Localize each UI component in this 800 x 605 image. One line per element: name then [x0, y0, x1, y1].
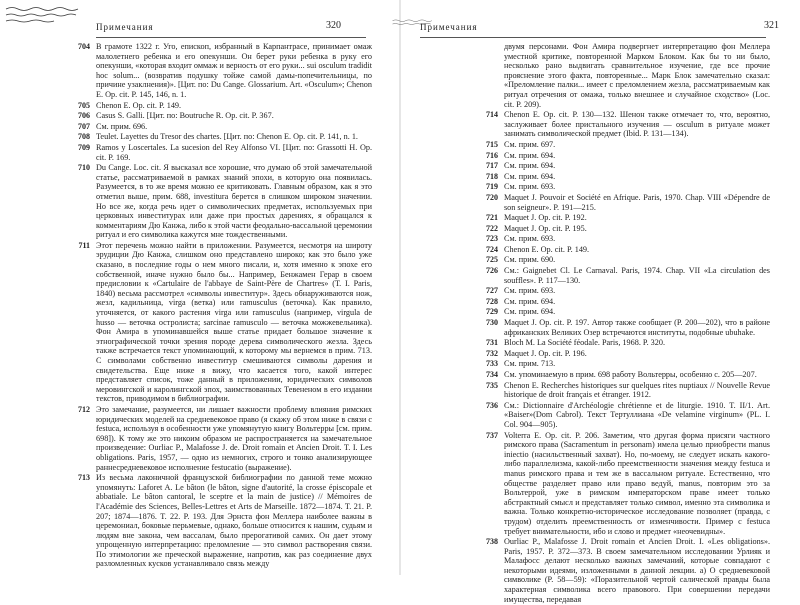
note-text: Maquet J. Op. cit. P. 197. Автор также сообщает (P. 200—202), что в районе африканских Великих Озер встречаются институты, подобные ubuhake. — [504, 318, 770, 337]
note-number: 729 — [486, 307, 498, 317]
note-item — [420, 370, 770, 380]
note-text: См. прим. 694. — [504, 161, 556, 171]
note-text: См. прим. 694. — [504, 150, 556, 160]
note-text: двумя персонами. Фон Амира подвергнет интерпретацию фон Меллера уместной критике, повторенной Марком Блоком. Как бы то ни было, несколько рано выдвигать сравнительное изучение, где все прочие прояснение этого факта, повторенные... Марк Блок замечательно сказал: «Преломление палки... имеет с преломлением жезла, рассматриваемым как ритуал отречения от омажа, только внешнее и случайное сходство» (Loc. cit. P. 209). — [504, 42, 770, 109]
note-number: 724 — [486, 244, 498, 254]
note-number: 714 — [486, 110, 498, 120]
note-item — [420, 140, 770, 150]
note-text: См. прим. 690. — [504, 255, 556, 265]
note-text: См. прим. 694. — [504, 296, 556, 306]
note-item — [420, 401, 770, 430]
note-number: 722 — [486, 223, 498, 233]
note-item — [420, 297, 770, 307]
note-item — [420, 318, 770, 337]
note-text: Maquet J. Op. cit. P. 192. — [504, 213, 587, 223]
note-text: См. прим. 696. — [96, 121, 148, 131]
note-item — [420, 42, 770, 109]
left-page — [0, 0, 400, 575]
page-number: 320 — [326, 20, 341, 31]
note-text: Cм.: Gaignebet Cl. Le Carnaval. Paris, 1974. Chap. VII «La circulation des souffles». P. 117—130. — [504, 266, 770, 285]
note-item — [420, 213, 770, 223]
note-text: См. прим. 693. — [504, 286, 556, 296]
note-item — [78, 163, 372, 240]
note-item — [78, 142, 372, 162]
notes-list — [420, 42, 770, 605]
note-item — [420, 537, 770, 604]
note-item — [420, 234, 770, 244]
note-text: См. прим. 697. — [504, 139, 556, 149]
note-item — [78, 100, 372, 111]
running-head: Примечания — [420, 22, 478, 32]
note-item — [420, 381, 770, 400]
note-item — [420, 151, 770, 161]
note-item — [420, 161, 770, 171]
note-text: См. прим. 693. — [504, 234, 556, 244]
note-text: Это замечание, разумеется, ни лишает важности проблему влияния римских юридических моделей на средневековое право (я скажу об этом ниже в связи с festuca, используя в особенности уже упомянутую книгу Вольтерры [см. прим. 698]). К тому же это никоим образом не распространяется на замечательное произведение: Ourliac P., Malafosse J. de. Droit romain et Ancien Droit. T. I. Les obligations. Paris, 1957, — одно из немногих, строго и тонко анализирующее раннесредневековое исполнение festucatio (выражение). — [96, 404, 372, 472]
page-number: 321 — [764, 20, 779, 31]
note-item — [78, 121, 372, 132]
note-text: Casus S. Galli. [Цит. по: Boutruche R. Op. cit. P. 367. — [96, 111, 274, 121]
note-item — [78, 42, 372, 100]
note-text: См. прим. 694. — [504, 171, 556, 181]
handwritten-annotation — [4, 4, 94, 26]
note-text: Chenon E. Op. cit. P. 130—132. Шенон также отмечает то, что, вероятно, заслуживает более пристального изучения — osculum в ритуале может занимать символической предмет (Ibid. P. 131—134). — [504, 110, 770, 139]
note-number: 738 — [486, 537, 498, 547]
note-item — [78, 132, 372, 142]
note-text: См. прим. 693. — [504, 182, 556, 192]
note-number: 723 — [486, 234, 498, 244]
note-number: 717 — [486, 161, 498, 171]
note-item — [78, 404, 372, 472]
note-number: 708 — [78, 132, 90, 142]
note-item — [420, 182, 770, 192]
note-number: 734 — [486, 370, 498, 379]
note-number: 713 — [78, 473, 90, 483]
note-item — [420, 349, 770, 359]
note-number: 732 — [486, 348, 498, 358]
note-number: 721 — [486, 213, 498, 223]
note-number: 707 — [78, 121, 90, 131]
note-number: 716 — [486, 150, 498, 160]
note-item — [420, 266, 770, 285]
note-text: См. упоминаемую в прим. 698 работу Вольтерры, особенно с. 205—207. — [504, 370, 757, 379]
note-text: Maquet J. Op. cit. P. 195. — [504, 223, 587, 233]
note-text: Cм.: Dictionnaire d'Archéologie chrétienne et de liturgie. 1910. T. II/1. Art. «Baiser»(Dom Cabrol). Текст Тертуллиана «De velamine virginum» (PL. I. Col. 904—905). — [504, 400, 770, 429]
note-text: Teulet. Layettes du Tresor des chartes. [Цит. по: Chenon E. Op. cit. P. 141, n. 1. — [96, 132, 358, 142]
note-number: 726 — [486, 266, 498, 276]
note-number: 704 — [78, 42, 90, 51]
note-item — [420, 245, 770, 255]
note-text: Из весьма лаконичной французской библиографии по данной теме можно упомянуть: Laforet A. Le bâton (le bâton, signe d'autorité, la crosse épiscopale et abbatiale. Le bâton cantoral, le sceptre et la main de justice) // Mémoires de l'Académie des Sciences, Belles-Lettres et Arts de Marseille. 1872—1874. T. 21. P. 207; 1874—1876. T. 22. P. 193. Для Эрнста фон Меллера наиболее важны в церемониал, боковые перьмевые, однако, больше относится к нашим, судьям и людям вне закона, чем вассалам, было прерогативой самих. Он дает этому упрощенную интерпретацию: преломление — это символ растворения связи. По этимологии же преческой выражение, напротив, как раз соединение двух разломленных кусков устанавливало связь между — [96, 473, 372, 569]
note-text: Chenon E. Op. cit. P. 149. — [504, 244, 590, 254]
note-item — [420, 193, 770, 212]
note-text: Bloch M. La Société féodale. Paris, 1968. P. 320. — [504, 338, 665, 348]
note-item — [420, 224, 770, 234]
note-number: 727 — [486, 286, 498, 296]
note-item — [78, 240, 372, 404]
note-text: Volterra E. Op. cit. P. 206. Заметим, что другая форма присяги частного римского права (Sacramentum in personam) имела целью приобрести manus iniectio (насильственный захват). Но, по-моему, не следует искать какого-либо параллелизма, какой-либо преемственности значения между festuca и manus римского права и тем же в вассальном ритуале. Естественно, что обществе разделяет право или право ведуй, manus, повторим это за Вольтеррой, уже в римском императорском праве имеет только абстрактный смысл и представляет только символ, именно эта символика и важна. Только конкретно-историческое исследование позволяет (правда, с трудом) отделить преемственность от изменчивости. Пример с festuca требует внимательности, ибо и слово и предмет «неочевидны». — [504, 430, 770, 536]
note-text: Du Cange. Loc. cit. Я высказал все хорошие, что думаю об этой замечательной статье, рассматриваемой в рамках знаний эпохи, в которую она появилась. Разумеется, в то же время можно ее критиковать. Главным образом, как я это отметил выше, прим. 688, investitura берется в слишком широком значении. Но все же, когда речь идет о символических предметах, используемых при церковных инвеститурах или даже при простых дарениях, я обращался к комментариям Дю Канжа, либо к этой части феодально-вассальной церемонии ритуал и его символика кажутся мне тождественными. — [96, 163, 372, 240]
note-number: 730 — [486, 318, 498, 328]
note-number: 720 — [486, 192, 498, 202]
note-number: 709 — [78, 142, 90, 152]
note-number: 735 — [486, 380, 498, 390]
note-number: 731 — [486, 338, 498, 348]
note-text: Ramos y Loscertales. La sucesion del Rey Alfonso VI. [Цит. по: Grassotti H. Op. cit. P. 169. — [96, 142, 372, 162]
note-text: Ourliac P., Malafosse J. Droit romain et Ancien Droit. I. «Les obligations». Paris, 1957. P. 372—373. В своем замечательном исследовании Урлияк и Малафосс делают несколько важных замечаний, которые совпадают с некоторыми идеями, изложенными в данной лекции. а) О средневековой символике (P. 58—59): «Поразительной чертой салической правды была характерная символика всего правового. При совершении передачи имущества, передавая — [504, 537, 770, 604]
note-number: 706 — [78, 111, 90, 121]
note-number: 733 — [486, 359, 498, 369]
note-number: 711 — [78, 240, 90, 250]
note-number: 719 — [486, 182, 498, 192]
note-number: 736 — [486, 400, 498, 410]
note-item — [420, 255, 770, 265]
note-text: Этот перечень можно найти в приложении. Разумеется, несмотря на широту эрудиции Дю Канжа, слишком оно представлено широко; как это было уже сказано, в последние годы о нем много писали, и, хотя именно к эпохе его собственной, иначе нужно было бы... Например, Бенжамен Герар в своем предисловии к «Cartulaire de l'abbaye de Saint-Père de Chartres» (Т. I. Paris, 1840) весьма рассмотрел «символы инвеститур». Здесь обнаруживаются нож, жезл, кадильница, virga (ветка) или ramusculus (веточка). Как правило, уточняется, от какого растения virga или ramusculus (например, virgula de husso — веточка остролиста; sarcinae ramusculo — веточка можжевельника). Фон Амира в упоминавшейся выше статье придает большое значение к этнографической точки зрения породе дерева символического жезла. Здесь также встречается текст упоминающий, к которому мы вернемся в прим. 713. С символами собственно инвеститур смешиваются символы дарения и свидетельства. Еще ниже я вижу, что касается того, какой интерес представляет список, тоже данный в приложении, юридических символов меровингской и каролингской эпох, заимствованных Тевененом в его издании текстов, приводимом в библиографии. — [96, 240, 372, 404]
note-number: 710 — [78, 163, 90, 173]
right-page — [400, 0, 800, 604]
notes-list — [78, 42, 372, 570]
note-number: 728 — [486, 296, 498, 306]
note-number: 715 — [486, 139, 498, 149]
note-text: Maquet J. Op. cit. P. 196. — [504, 348, 587, 358]
note-item — [420, 359, 770, 369]
note-number: 712 — [78, 404, 90, 414]
note-text: В грамоте 1322 г. Уго, епископ, избранный в Карпантрасе, принимает омаж малолетнего ребенка и его опекунши. Он берет руки ребенка в руку его опекунши, «которая входит оммаж и верность от его руки... sui osculum tradidit hoc solum... (возвратив подушку тойже самой дамы-попечительницы, по причине узаклнения)». [Цит. по: Du Cange. Glossarium. Art. «Osculum»; Chenon E. Op. cit. P. 145, 146, n. 1. — [96, 42, 372, 99]
note-item — [420, 286, 770, 296]
note-text: См. прим. 713. — [504, 359, 556, 369]
note-number: 705 — [78, 100, 90, 110]
note-item — [420, 307, 770, 317]
note-text: См. прим. 694. — [504, 307, 556, 317]
note-item — [420, 431, 770, 537]
note-text: Maquet J. Pouvoir et Société en Afrique. Paris, 1970. Chap. VIII «Dépendre de son seigneur». P. 191—215. — [504, 192, 770, 212]
running-head: Примечания — [96, 22, 154, 32]
note-number: 725 — [486, 255, 498, 265]
header-rule — [96, 37, 366, 38]
note-text: Chenon E. Op. cit. P. 149. — [96, 100, 182, 110]
note-number: 737 — [486, 430, 498, 440]
note-item — [78, 473, 372, 569]
note-item — [420, 338, 770, 348]
note-number: 718 — [486, 171, 498, 181]
note-item — [78, 111, 372, 121]
header-rule — [420, 37, 766, 38]
note-item — [420, 110, 770, 139]
note-item — [420, 172, 770, 182]
note-number — [420, 42, 504, 109]
note-text: Chenon E. Recherches historiques sur quelques rites nuptiaux // Nouvelle Revue historique de droit français et étranger. 1912. — [504, 380, 770, 400]
